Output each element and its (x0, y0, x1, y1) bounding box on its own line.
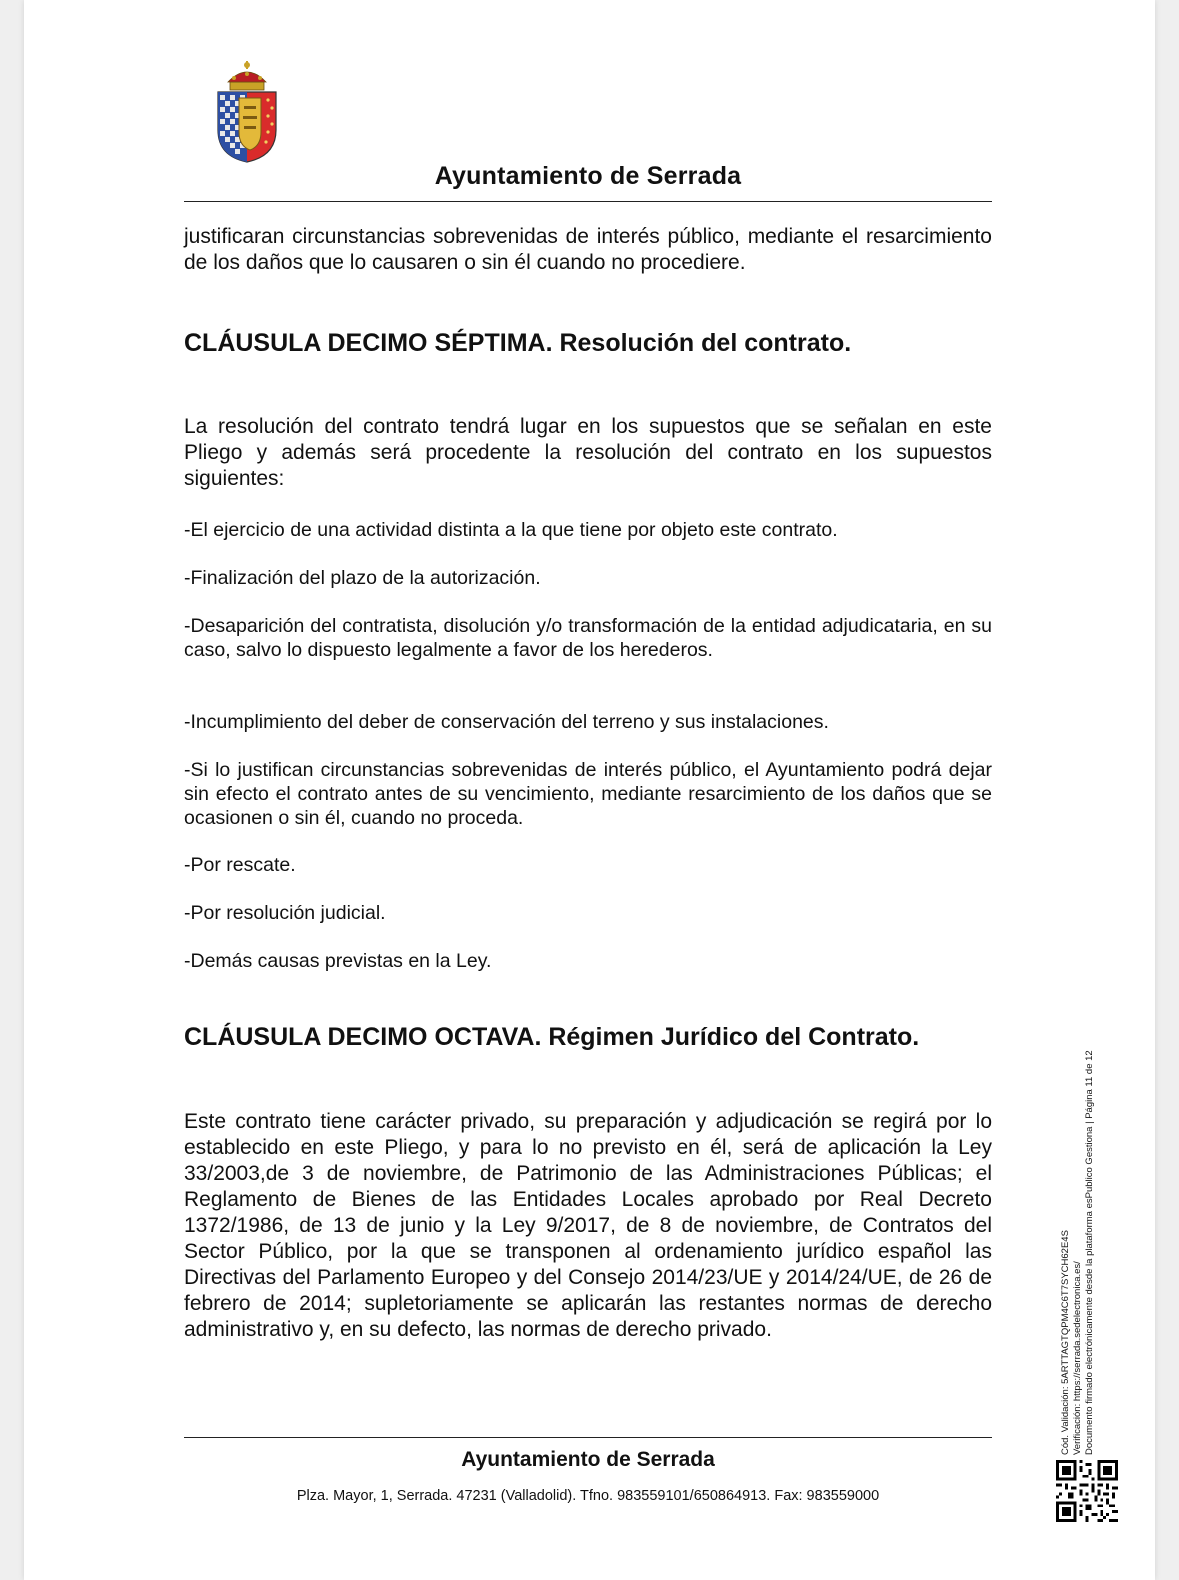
signature-note: Documento firmado electrónicamente desde la plataforma esPublico Gestiona | Página 11 de 12 (1084, 1050, 1095, 1455)
clause-18-paragraph: Este contrato tiene carácter privado, su preparación y adjudicación se regirá por lo establecido en este Pliego, y para lo no previsto en él, será de aplicación la Ley 33/2003,de 3 de noviembre, de Patrimonio de las Administraciones Públicas; el Reglamento de Bienes de las Entidades Locales aprobado por Real Decreto 1372/1986, de 13 de junio y la Ley 9/2017, de 8 de noviembre, de Contratos del Sector Público, por la que se transponen al ordenamiento jurídico español las Directivas del Parlamento Europeo y del Consejo 2014/23/UE y 2014/24/UE, de 26 de febrero de 2014; supletoriamente se aplicarán las restantes normas de derecho administrativo y, en su defecto, las normas de derecho privado. (184, 1110, 992, 1341)
clause-17-item: -Finalización del plazo de la autorización. (184, 567, 541, 589)
clause-17-item: -Desaparición del contratista, disolución y/o transformación de la entidad adjudicataria, en su caso, salvo lo dispuesto legalmente a favor de los herederos. (184, 615, 992, 661)
clause-17-item: -Demás causas previstas en la Ley. (184, 950, 492, 972)
header-title: Ayuntamiento de Serrada (434, 162, 742, 190)
footer-divider (184, 1437, 992, 1438)
header-divider (184, 201, 992, 202)
document-page (24, 0, 1155, 1580)
clause-17-paragraph: La resolución del contrato tendrá lugar en los supuestos que se señalan en este Pliego y además será procedente la resolución del contrato en los supuestos siguientes: (184, 415, 992, 490)
municipal-coat-of-arms-icon (206, 60, 288, 164)
clause-17-item: -Incumplimiento del deber de conservación del terreno y sus instalaciones. (184, 711, 829, 733)
clause-17-item: -Por rescate. (184, 854, 296, 876)
verification-side-text (1060, 975, 1096, 1455)
clause-17-item: -Por resolución judicial. (184, 902, 386, 924)
footer-title: Ayuntamiento de Serrada (461, 1448, 715, 1471)
clause-17-heading: CLÁUSULA DECIMO SÉPTIMA. Resolución del contrato. (184, 329, 852, 357)
validation-code: Cód. Validación: 5ARTTAGTQPM4C6T7SYCH62E4S (1060, 1230, 1071, 1455)
clause-18-heading: CLÁUSULA DECIMO OCTAVA. Régimen Jurídico del Contrato. (184, 1023, 920, 1051)
footer-address: Plza. Mayor, 1, Serrada. 47231 (Valladolid). Tfno. 983559101/650864913. Fax: 983559000 (296, 1488, 880, 1504)
intro-paragraph: justificaran circunstancias sobrevenidas de interés público, mediante el resarcimiento de los daños que lo causaren o sin él cuando no procediere. (184, 225, 992, 274)
clause-17-item: -Si lo justifican circunstancias sobrevenidas de interés público, el Ayuntamiento podrá dejar sin efecto el contrato antes de su vencimiento, mediante resarcimiento de los daños que se ocasionen o sin él, cuando no proceda. (184, 759, 992, 829)
clause-17-item: -El ejercicio de una actividad distinta a la que tiene por objeto este contrato. (184, 519, 838, 541)
qr-code-icon (1056, 1460, 1118, 1522)
verification-url[interactable]: Verificación: https://serrada.sedelectronica.es/ (1072, 1261, 1083, 1455)
